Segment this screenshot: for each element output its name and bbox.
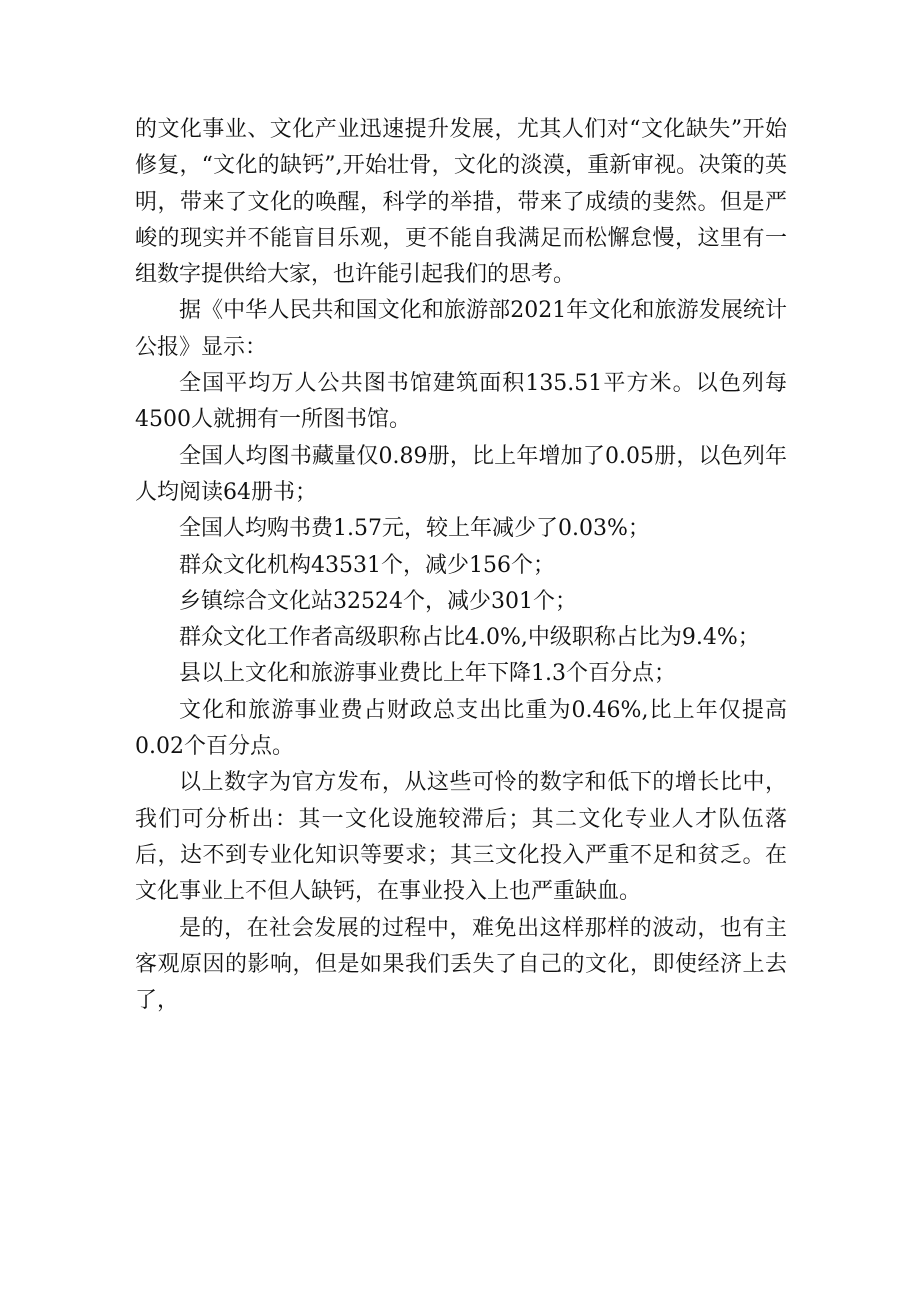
paragraph-library-area: 全国平均万人公共图书馆建筑面积135.51平方米。以色列每4500人就拥有一所图书馆。 bbox=[135, 371, 787, 433]
paragraph-professional-titles: 群众文化工作者高级职称占比4.0%,中级职称占比为9.4%； bbox=[179, 625, 760, 651]
paragraph-book-spending: 全国人均购书费1.57元，较上年减少了0.03%； bbox=[179, 516, 650, 542]
paragraph-county-expenditure: 县以上文化和旅游事业费比上年下降1.3个百分点； bbox=[179, 661, 676, 687]
document-page bbox=[135, 112, 787, 1019]
paragraph-book-holdings: 全国人均图书藏量仅0.89册，比上年增加了0.05册，以色列年人均阅读64册书； bbox=[135, 443, 787, 505]
paragraph-analysis: 以上数字为官方发布，从这些可怜的数字和低下的增长比中，我们可分析出：其一文化设施较滞后；其二文化专业人才队伍落后，达不到专业化知识等要求；其三文化投入严重不足和贫乏。在文化事业上不但人缺钙，在事业投入上也严重缺血。 bbox=[135, 770, 787, 905]
paragraph-conclusion: 是的，在社会发展的过程中，难免出这样那样的波动，也有主客观原因的影响，但是如果我们丢失了自己的文化，即使经济上去了， bbox=[135, 915, 787, 1014]
paragraph-continuation: 的文化事业、文化产业迅速提升发展，尤其人们对“文化缺失”开始修复，“文化的缺钙”,开始壮骨，文化的淡漠，重新审视。决策的英明，带来了文化的唤醒，科学的举措，带来了成绩的斐然。但是严峻的现实并不能盲目乐观，更不能自我满足而松懈怠慢，这里有一组数字提供给大家，也许能引起我们的思考。 bbox=[135, 117, 787, 288]
paragraph-fiscal-share: 文化和旅游事业费占财政总支出比重为0.46%,比上年仅提高0.02个百分点。 bbox=[135, 697, 787, 760]
paragraph-source: 据《中华人民共和国文化和旅游部2021年文化和旅游发展统计公报》显示： bbox=[135, 298, 787, 360]
paragraph-cultural-institutions: 群众文化机构43531个，减少156个； bbox=[179, 552, 555, 578]
paragraph-township-stations: 乡镇综合文化站32524个，减少301个； bbox=[179, 588, 577, 614]
